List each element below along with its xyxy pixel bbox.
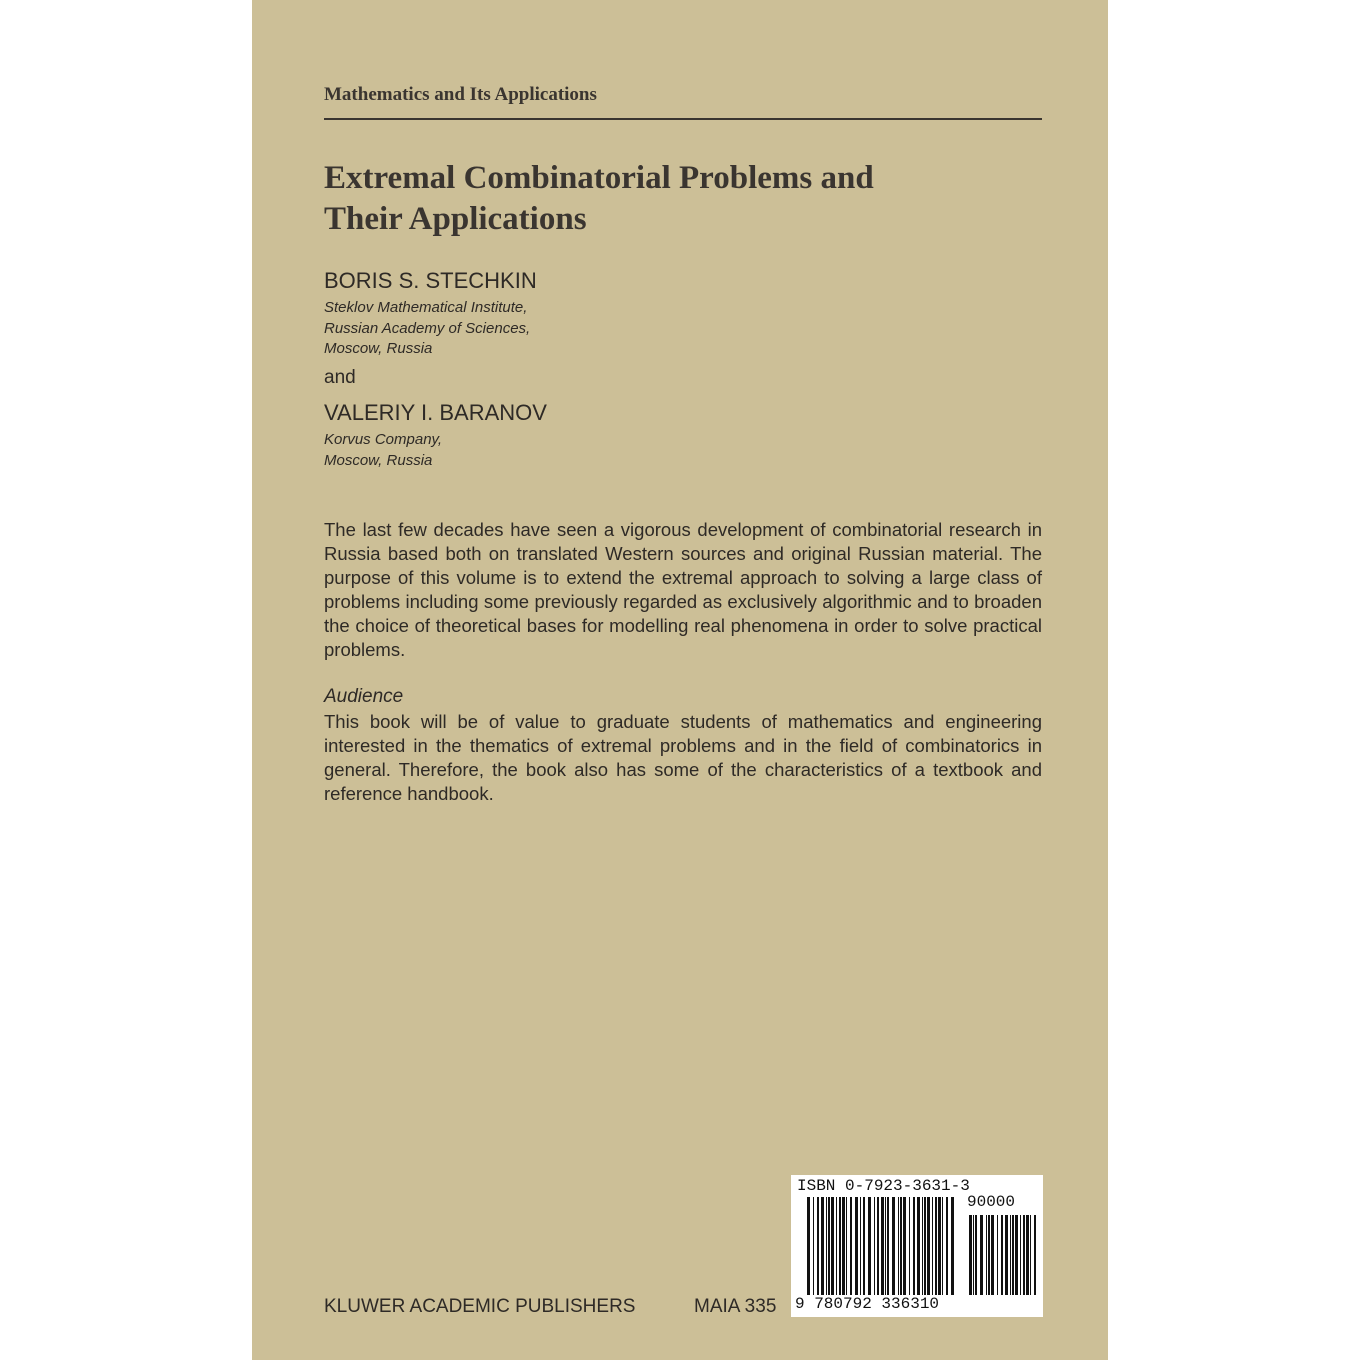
barcode-bar [917, 1197, 920, 1295]
affiliation-line: Moscow, Russia [324, 340, 433, 357]
barcode-bar [846, 1197, 847, 1295]
author-connector: and [324, 367, 356, 388]
barcode-bar [842, 1197, 845, 1295]
affiliation-line: Steklov Mathematical Institute, [324, 299, 528, 316]
barcode-addon-number: 90000 [967, 1193, 1016, 1211]
barcode-bar [828, 1197, 830, 1295]
series-code: MAIA 335 [694, 1296, 777, 1317]
barcode-bar [1034, 1215, 1036, 1295]
barcode-bar [1023, 1215, 1025, 1295]
barcode-bar [1020, 1215, 1021, 1295]
barcode-bar [1001, 1215, 1003, 1295]
barcode-bar [874, 1197, 875, 1295]
barcode-bar [1012, 1215, 1014, 1295]
publisher-name: KLUWER ACADEMIC PUBLISHERS [324, 1296, 636, 1317]
barcode-bar [898, 1197, 899, 1295]
author-1-affiliation [324, 298, 530, 360]
book-back-cover [252, 0, 1108, 1360]
barcode-bar [881, 1197, 884, 1295]
barcode-bar [973, 1215, 974, 1295]
barcode-bar [868, 1197, 871, 1295]
barcode-bar [855, 1197, 858, 1295]
barcode-bar [1030, 1215, 1031, 1295]
barcode-bar [1010, 1215, 1011, 1295]
barcode [791, 1175, 1043, 1317]
barcode-bar [969, 1215, 972, 1295]
barcode-bar [946, 1197, 948, 1295]
barcode-bar [839, 1197, 841, 1295]
barcode-bar [892, 1197, 895, 1295]
author-1-name: BORIS S. STECHKIN [324, 268, 537, 293]
title-line-1: Extremal Combinatorial Problems and [324, 160, 874, 196]
barcode-bar [1026, 1215, 1029, 1295]
barcode-bar [988, 1215, 990, 1295]
barcode-bar [863, 1197, 865, 1295]
barcode-bar [913, 1197, 915, 1295]
barcode-bar [935, 1197, 937, 1295]
audience-label: Audience [324, 686, 404, 707]
barcode-bar [1015, 1215, 1018, 1295]
author-2-affiliation [324, 430, 442, 471]
barcode-bar [909, 1197, 910, 1295]
barcode-bar [831, 1197, 834, 1295]
book-title [324, 158, 1024, 240]
barcode-bar [997, 1215, 998, 1295]
affiliation-line: Russian Academy of Sciences, [324, 319, 531, 337]
barcode-bar [860, 1197, 861, 1295]
barcode-bar [850, 1197, 852, 1295]
barcode-bar [1005, 1215, 1008, 1295]
affiliation-line: Korvus Company, [324, 431, 443, 448]
barcode-bar [877, 1197, 879, 1295]
barcode-bar [938, 1197, 941, 1295]
barcode-bar [807, 1197, 810, 1295]
barcode-bar [942, 1197, 943, 1295]
description-paragraph: The last few decades have seen a vigorous development of combinatorial research in Russia based both on translated Western sources and original Russian material. The purpose of this volume is to extend the extremal approach to solving a large class of problems including some previously regarded as exclusively algorithmic and to broaden the choice of theoretical bases for modelling real phenomena in order to solve practical problems. [324, 519, 1042, 660]
barcode-bar [922, 1197, 923, 1295]
barcode-digits: 9 780792 336310 [795, 1295, 940, 1313]
barcode-bar [887, 1197, 889, 1295]
barcode-bar [903, 1197, 906, 1295]
barcode-bar [932, 1197, 933, 1295]
barcode-bar [885, 1197, 886, 1295]
barcode-bar [927, 1197, 930, 1295]
author-2-name: VALERIY I. BARANOV [324, 400, 547, 425]
barcode-bar [817, 1197, 819, 1295]
audience-paragraph: This book will be of value to graduate students of mathematics and engineering interested in the thematics of extremal problems and in the field of combinatorics in general. Therefore, the book also has some of the characteristics of a textbook and reference handbook. [324, 711, 1042, 804]
barcode-bar [991, 1215, 994, 1295]
barcode-bar [826, 1197, 827, 1295]
barcode-bar [980, 1215, 983, 1295]
barcode-bar [924, 1197, 926, 1295]
barcode-bar [813, 1197, 814, 1295]
header-rule [324, 118, 1042, 120]
barcode-bar [986, 1215, 987, 1295]
barcode-bar [951, 1197, 954, 1295]
series-name: Mathematics and Its Applications [324, 84, 597, 105]
isbn-text: ISBN 0-7923-3631-3 [797, 1177, 970, 1195]
title-line-2: Their Applications [324, 201, 587, 237]
barcode-bar [821, 1197, 824, 1295]
barcode-bar [975, 1215, 977, 1295]
barcode-bar [836, 1197, 837, 1295]
barcode-bar [900, 1197, 902, 1295]
affiliation-line: Moscow, Russia [324, 451, 433, 469]
